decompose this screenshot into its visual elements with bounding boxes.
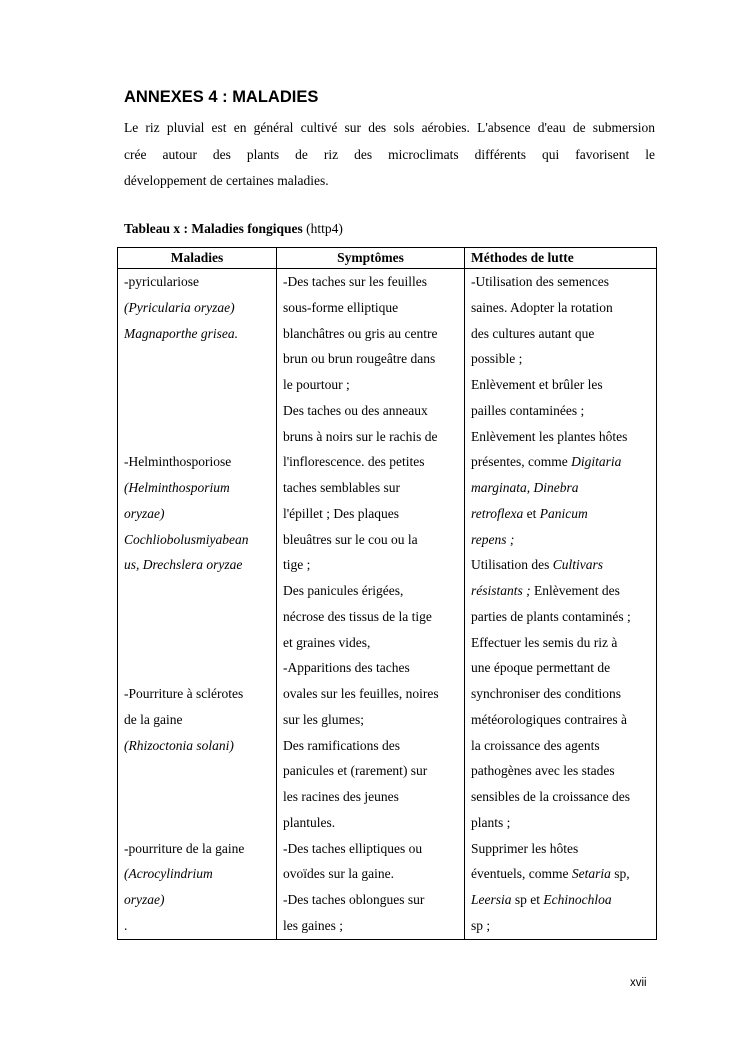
- control-method-segment: pailles contaminées ;: [471, 402, 585, 418]
- control-method-segment: Digitaria: [571, 454, 622, 470]
- disease-line: Magnaporthe grisea.: [124, 325, 238, 341]
- control-method-line: [471, 321, 651, 347]
- control-method-segment: sp,: [610, 866, 630, 882]
- table-row: [118, 269, 657, 940]
- control-method-line: [471, 630, 651, 656]
- control-method-line: [471, 604, 651, 630]
- control-method-line: [471, 475, 651, 501]
- control-method-segment: Enlèvement des: [530, 583, 620, 598]
- disease-line: oryzae): [124, 505, 165, 521]
- table-caption-title: Tableau x : Maladies fongiques: [124, 221, 303, 236]
- disease-line: [124, 424, 271, 450]
- disease-line: [124, 604, 271, 630]
- symptom-line: brun ou brun rougeâtre dans: [283, 351, 436, 367]
- disease-line: .: [124, 917, 128, 933]
- symptom-line: l'épillet ; Des plaques: [283, 505, 400, 521]
- control-method-segment: plants ;: [471, 814, 511, 830]
- control-method-segment: synchroniser des conditions: [471, 686, 621, 701]
- intro-line: crée autour des plants de riz des microclimats différents qui favorisent le: [124, 146, 655, 162]
- disease-line: us, Drechslera oryzae: [124, 557, 243, 573]
- header-methodes: Méthodes de lutte: [465, 248, 657, 269]
- symptom-line: blanchâtres ou gris au centre: [283, 325, 438, 341]
- symptom-line: sous-forme elliptique: [283, 299, 399, 315]
- page-heading: ANNEXES 4 : MALADIES: [124, 88, 319, 106]
- control-method-segment: présentes, comme: [471, 454, 572, 470]
- control-method-segment: éventuels, comme: [471, 866, 572, 882]
- control-method-segment: Utilisation des: [471, 557, 553, 573]
- control-method-line: [471, 733, 651, 759]
- control-method-line: [471, 372, 651, 398]
- symptom-line: l'inflorescence. des petites: [283, 454, 425, 470]
- control-method-line: [471, 295, 651, 321]
- disease-line: -pyriculariose: [124, 274, 199, 289]
- control-method-segment: Enlèvement les plantes hôtes: [471, 428, 628, 444]
- page-number: xvii: [630, 977, 647, 989]
- control-method-segment: Enlèvement et brûler les: [471, 377, 603, 392]
- symptom-line: bleuâtres sur le cou ou la: [283, 531, 418, 547]
- control-method-line: [471, 552, 651, 578]
- symptom-line: les racines des jeunes: [283, 789, 399, 804]
- symptom-line: et graines vides,: [283, 634, 371, 650]
- control-method-segment: Cultivars: [552, 557, 604, 573]
- control-method-line: [471, 398, 651, 424]
- control-method-segment: Effectuer les semis du riz à: [471, 634, 618, 650]
- disease-line: (Acrocylindrium: [124, 866, 213, 882]
- disease-line: [124, 346, 271, 372]
- symptom-line: Des panicules érigées,: [283, 583, 404, 598]
- header-symptomes: Symptômes: [277, 248, 465, 269]
- disease-line: Cochliobolusmiyabean: [124, 531, 249, 547]
- control-method-segment: sp ;: [471, 917, 491, 933]
- symptom-line: plantules.: [283, 814, 336, 830]
- control-method-segment: sp et: [511, 892, 544, 907]
- symptomes-cell: [277, 269, 465, 940]
- control-method-line: [471, 861, 651, 887]
- symptom-line: le pourtour ;: [283, 377, 350, 392]
- symptom-line: -Des taches sur les feuilles: [283, 274, 427, 289]
- control-method-line: [471, 449, 651, 475]
- control-method-segment: marginata, Dinebra: [471, 480, 579, 495]
- diseases-table: [117, 247, 657, 940]
- table-header-row: [118, 248, 657, 269]
- disease-line: (Rhizoctonia solani): [124, 737, 234, 753]
- control-method-line: [471, 346, 651, 372]
- control-method-line: [471, 810, 651, 836]
- symptom-line: bruns à noirs sur le rachis de: [283, 428, 438, 444]
- disease-line: [124, 372, 271, 398]
- symptom-line: -Apparitions des taches: [283, 660, 410, 676]
- symptom-line: -Des taches oblongues sur: [283, 892, 425, 907]
- methodes-cell: [465, 269, 657, 940]
- disease-line: [124, 630, 271, 656]
- control-method-segment: saines. Adopter la rotation: [471, 299, 613, 315]
- control-method-segment: Echinochloa: [543, 892, 612, 907]
- disease-line: [124, 810, 271, 836]
- symptom-line: ovoïdes sur la gaine.: [283, 866, 394, 882]
- symptom-line: sur les glumes;: [283, 711, 364, 727]
- control-method-segment: des cultures autant que: [471, 325, 595, 341]
- symptom-line: ovales sur les feuilles, noires: [283, 686, 439, 701]
- disease-line: de la gaine: [124, 711, 183, 727]
- control-method-line: [471, 784, 651, 810]
- control-method-segment: Setaria: [571, 866, 611, 882]
- table-caption: [124, 221, 343, 237]
- control-method-segment: météorologiques contraires à: [471, 711, 627, 727]
- control-method-segment: résistants ;: [471, 583, 531, 598]
- disease-line: (Pyricularia oryzae): [124, 299, 235, 315]
- symptom-line: nécrose des tissus de la tige: [283, 608, 432, 624]
- control-method-segment: Leersia: [471, 892, 512, 907]
- header-maladies: Maladies: [118, 248, 277, 269]
- control-method-line: [471, 424, 651, 450]
- symptom-line: Des taches ou des anneaux: [283, 402, 428, 418]
- disease-line: [124, 758, 271, 784]
- control-method-segment: retroflexa: [471, 505, 524, 521]
- disease-line: [124, 655, 271, 681]
- control-method-segment: et: [523, 505, 540, 521]
- table-caption-source: (http4): [306, 221, 343, 236]
- control-method-line: [471, 887, 651, 913]
- control-method-segment: possible ;: [471, 351, 523, 367]
- disease-line: -Pourriture à sclérotes: [124, 686, 244, 701]
- disease-line: -pourriture de la gaine: [124, 840, 245, 856]
- control-method-line: [471, 913, 651, 939]
- control-method-segment: pathogènes avec les stades: [471, 763, 615, 779]
- intro-paragraph: [124, 115, 655, 195]
- disease-line: [124, 784, 271, 810]
- control-method-line: [471, 501, 651, 527]
- control-method-segment: Supprimer les hôtes: [471, 840, 579, 856]
- symptom-line: tige ;: [283, 557, 311, 573]
- disease-line: -Helminthosporiose: [124, 454, 232, 470]
- disease-line: [124, 398, 271, 424]
- control-method-line: [471, 655, 651, 681]
- control-method-line: [471, 578, 651, 604]
- maladies-cell: [118, 269, 277, 940]
- control-method-segment: repens ;: [471, 531, 515, 547]
- symptom-line: les gaines ;: [283, 917, 343, 933]
- symptom-line: -Des taches elliptiques ou: [283, 840, 423, 856]
- disease-line: [124, 578, 271, 604]
- control-method-line: [471, 758, 651, 784]
- symptom-line: taches semblables sur: [283, 480, 400, 495]
- control-method-segment: sensibles de la croissance des: [471, 789, 630, 804]
- control-method-line: [471, 707, 651, 733]
- control-method-line: [471, 269, 651, 295]
- control-method-segment: Panicum: [539, 505, 588, 521]
- intro-line: Le riz pluvial est en général cultivé sur des sols aérobies. L'absence d'eau de submersion: [124, 120, 655, 135]
- control-method-line: [471, 836, 651, 862]
- control-method-line: [471, 527, 651, 553]
- intro-line: développement de certaines maladies.: [124, 173, 329, 188]
- disease-line: (Helminthosporium: [124, 480, 230, 495]
- control-method-segment: la croissance des agents: [471, 737, 600, 753]
- control-method-segment: une époque permettant de: [471, 660, 611, 676]
- symptom-line: Des ramifications des: [283, 737, 400, 753]
- control-method-segment: parties de plants contaminés ;: [471, 608, 631, 624]
- control-method-segment: -Utilisation des semences: [471, 274, 609, 289]
- symptom-line: panicules et (rarement) sur: [283, 763, 428, 779]
- disease-line: oryzae): [124, 892, 165, 907]
- control-method-line: [471, 681, 651, 707]
